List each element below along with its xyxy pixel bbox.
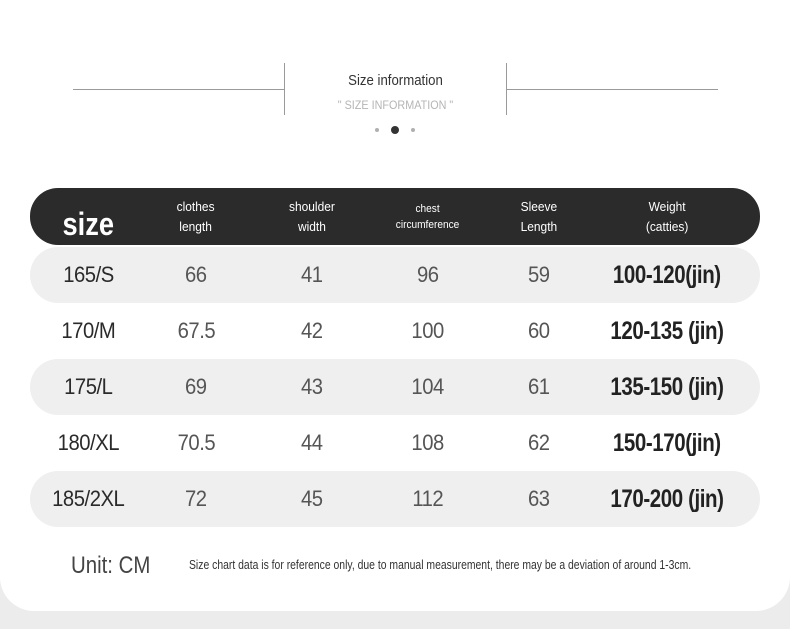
- chest-cell: 96: [417, 262, 439, 287]
- table-header: [30, 188, 760, 245]
- chest-cell: 100: [411, 318, 445, 343]
- weight-cell: 170-200 (jin): [610, 484, 724, 513]
- page-subtitle: " SIZE INFORMATION ": [337, 98, 454, 112]
- header-sleeve-length: Sleeve Length: [520, 198, 558, 234]
- chest-cell: 108: [411, 430, 445, 455]
- size-cell: 175/L: [63, 374, 113, 399]
- table-row: [30, 247, 760, 303]
- sleeve-length-cell: 61: [528, 374, 550, 399]
- table-row: [30, 303, 760, 359]
- shoulder-width-cell: 42: [301, 318, 323, 343]
- shoulder-width-cell: 45: [301, 486, 323, 511]
- size-cell: 170/M: [61, 318, 115, 343]
- header-clothes-length: clothes length: [177, 198, 215, 234]
- disclaimer-note: Size chart data is for reference only, due to manual measurement, there may be a deviation of around 1-3cm.: [189, 557, 692, 572]
- pagination-dot: [375, 128, 379, 132]
- weight-cell: 150-170(jin): [613, 428, 721, 457]
- clothes-length-cell: 72: [185, 486, 207, 511]
- chest-cell: 112: [412, 486, 444, 511]
- chest-cell: 104: [411, 374, 445, 399]
- size-cell: 165/S: [62, 262, 114, 287]
- pagination-dot-active: [391, 126, 399, 134]
- sleeve-length-cell: 59: [528, 262, 550, 287]
- header-divider-left: [73, 89, 285, 90]
- sleeve-length-cell: 62: [528, 430, 550, 455]
- header-bracket-left: [284, 63, 285, 115]
- size-cell: 185/2XL: [51, 486, 125, 511]
- pagination-dots: [0, 126, 790, 134]
- header-size: size: [62, 205, 114, 242]
- shoulder-width-cell: 44: [301, 430, 323, 455]
- header-shoulder-width: shoulder width: [289, 198, 335, 234]
- shoulder-width-cell: 43: [301, 374, 323, 399]
- page-title: Size information: [348, 72, 443, 89]
- table-row: [30, 359, 760, 415]
- table-row: [30, 415, 760, 471]
- pagination-dot: [411, 128, 415, 132]
- clothes-length-cell: 69: [185, 374, 207, 399]
- unit-label: Unit: CM: [71, 552, 151, 579]
- clothes-length-cell: 70.5: [177, 430, 215, 455]
- weight-cell: 135-150 (jin): [610, 372, 724, 401]
- header-divider-right: [507, 89, 718, 90]
- header-weight: Weight (catties): [645, 198, 689, 234]
- weight-cell: 120-135 (jin): [610, 316, 724, 345]
- table-row: [30, 471, 760, 527]
- clothes-length-cell: 67.5: [177, 318, 215, 343]
- weight-cell: 100-120(jin): [613, 260, 721, 289]
- size-cell: 180/XL: [57, 430, 119, 455]
- clothes-length-cell: 66: [185, 262, 207, 287]
- header-chest-circumference: chest circumference: [396, 202, 460, 231]
- sleeve-length-cell: 60: [528, 318, 550, 343]
- shoulder-width-cell: 41: [301, 262, 323, 287]
- sleeve-length-cell: 63: [528, 486, 550, 511]
